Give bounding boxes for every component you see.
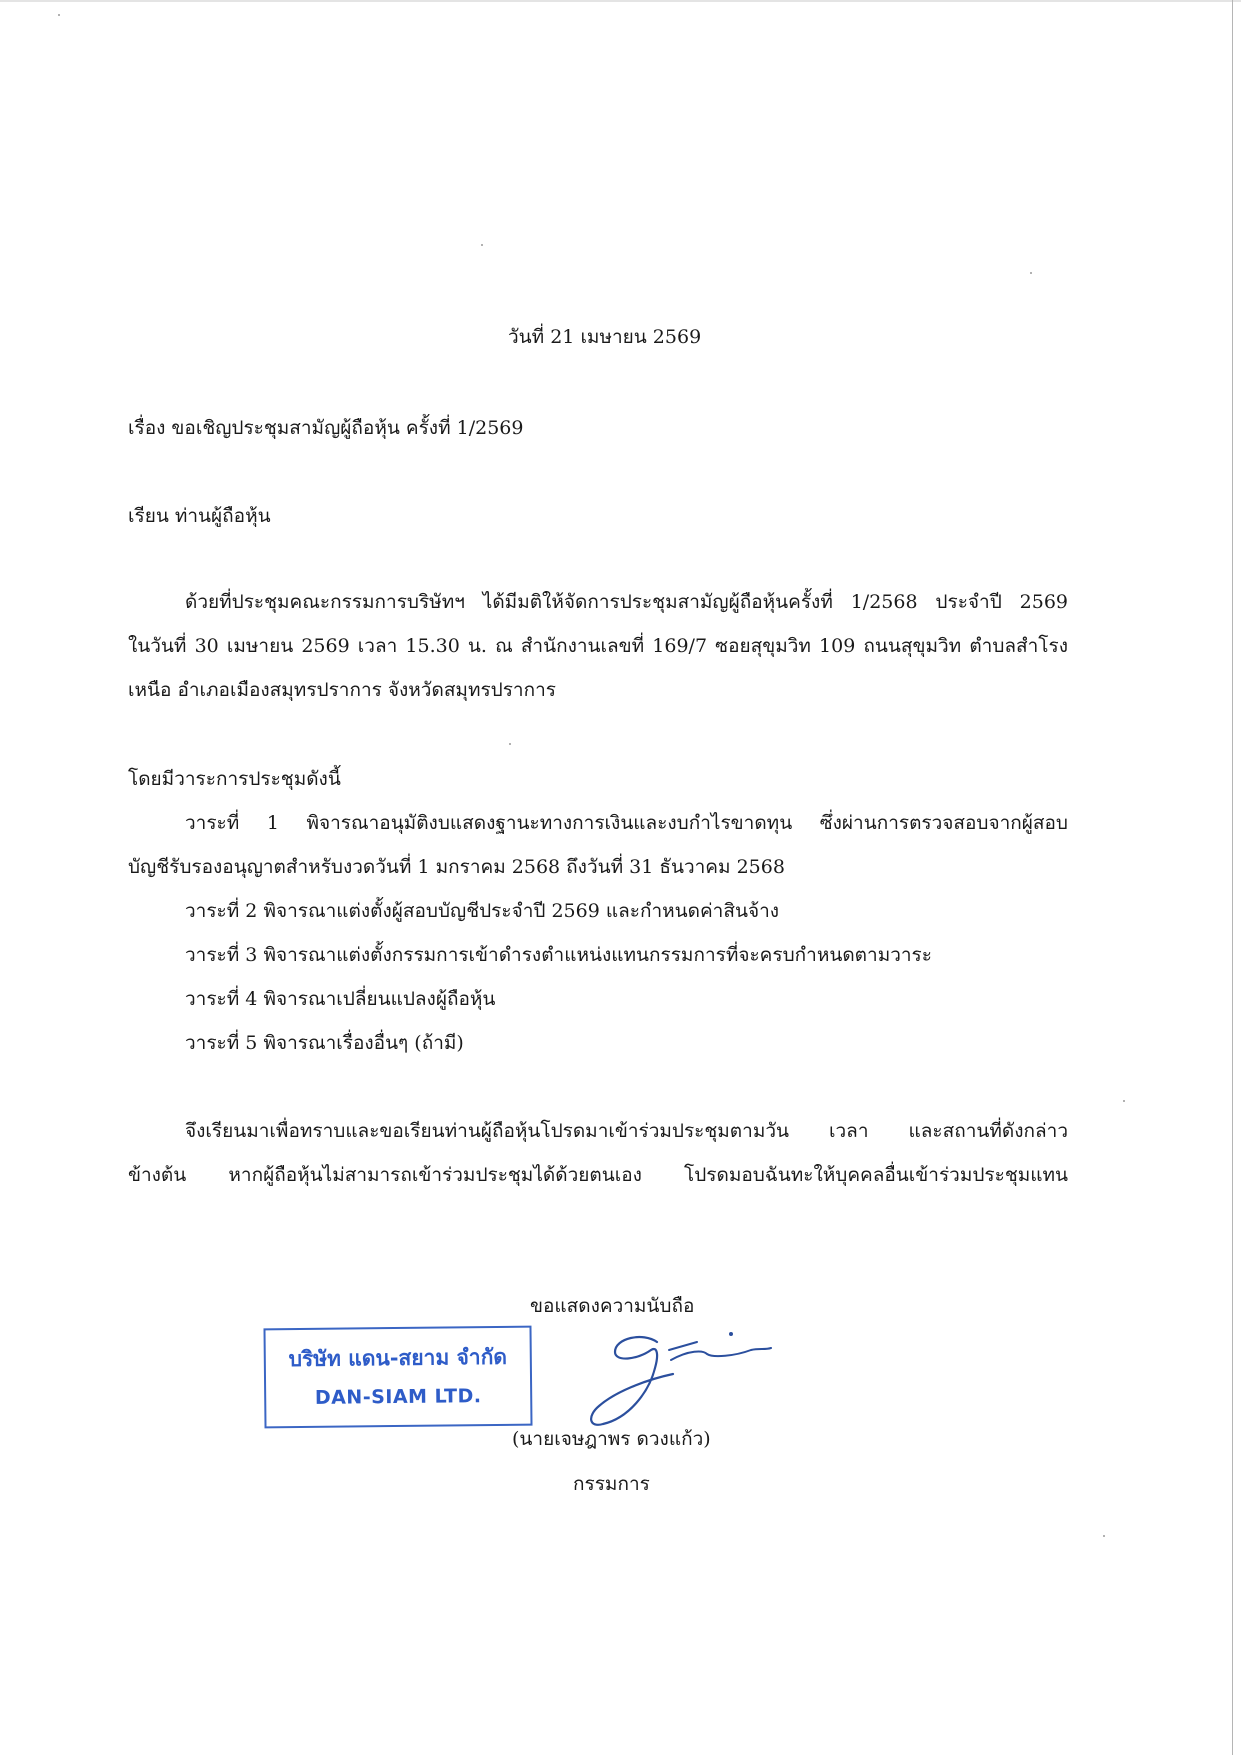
scan-speck — [509, 743, 511, 745]
body-line-3: เหนือ อำเภอเมืองสมุทรปราการ จังหวัดสมุทรปราการ — [128, 679, 556, 701]
body-line-2: ในวันที่ 30 เมษายน 2569 เวลา 15.30 น. ณ สำนักงานเลขที่ 169/7 ซอยสุขุมวิท 109 ถนนสุขุมวิท ตำบลสำโรง — [128, 635, 1068, 657]
scan-speck — [1030, 272, 1032, 274]
closing-salutation: ขอแสดงความนับถือ — [530, 1295, 695, 1317]
signer-name: (นายเจษฎาพร ดวงแก้ว) — [512, 1428, 711, 1450]
stamp-english-name: DAN-SIAM LTD. — [314, 1385, 482, 1409]
agenda-item-2: วาระที่ 2 พิจารณาแต่งตั้งผู้สอบบัญชีประจำปี 2569 และกำหนดค่าสินจ้าง — [185, 900, 780, 922]
agenda-item-4: วาระที่ 4 พิจารณาเปลี่ยนแปลงผู้ถือหุ้น — [185, 988, 496, 1010]
body-line-1: ด้วยที่ประชุมคณะกรรมการบริษัทฯ ได้มีมติให้จัดการประชุมสามัญผู้ถือหุ้นครั้งที่ 1/2568 ประจำปี 2569 — [185, 591, 1068, 613]
scan-speck — [58, 14, 60, 16]
scan-speck — [1103, 1535, 1105, 1537]
letter-greeting: เรียน ท่านผู้ถือหุ้น — [128, 505, 271, 527]
scan-right-edge — [1232, 0, 1233, 1755]
agenda-item-3: วาระที่ 3 พิจารณาแต่งตั้งกรรมการเข้าดำรงตำแหน่งแทนกรรมการที่จะครบกำหนดตามวาระ — [185, 944, 932, 966]
signer-position: กรรมการ — [573, 1473, 650, 1495]
scan-speck — [481, 244, 483, 246]
letter-subject: เรื่อง ขอเชิญประชุมสามัญผู้ถือหุ้น ครั้งที่ 1/2569 — [128, 417, 524, 439]
company-stamp — [263, 1326, 532, 1429]
letter-date: วันที่ 21 เมษายน 2569 — [508, 326, 702, 348]
invitation-line-2: ข้างต้น หากผู้ถือหุ้นไม่สามารถเข้าร่วมประชุมได้ด้วยตนเอง โปรดมอบฉันทะให้บุคคลอื่นเข้าร่วมประชุมแทน — [128, 1164, 1068, 1186]
stamp-thai-name: บริษัท แดน-สยาม จำกัด — [288, 1344, 508, 1372]
invitation-line-1: จึงเรียนมาเพื่อทราบและขอเรียนท่านผู้ถือหุ้นโปรดมาเข้าร่วมประชุมตามวัน เวลา และสถานที่ดังกล่าว — [185, 1120, 1068, 1142]
scan-speck — [1123, 1100, 1125, 1102]
signature-icon — [585, 1320, 785, 1440]
scan-top-edge — [0, 0, 1241, 2]
agenda-intro: โดยมีวาระการประชุมดังนี้ — [128, 768, 341, 790]
agenda-item-1-line-2: บัญชีรับรองอนุญาตสำหรับงวดวันที่ 1 มกราคม 2568 ถึงวันที่ 31 ธันวาคม 2568 — [128, 856, 785, 878]
agenda-item-5: วาระที่ 5 พิจารณาเรื่องอื่นๆ (ถ้ามี) — [185, 1032, 464, 1054]
agenda-item-1-line-1: วาระที่ 1 พิจารณาอนุมัติงบแสดงฐานะทางการเงินและงบกำไรขาดทุน ซึ่งผ่านการตรวจสอบจากผู้สอบ — [185, 812, 1068, 834]
